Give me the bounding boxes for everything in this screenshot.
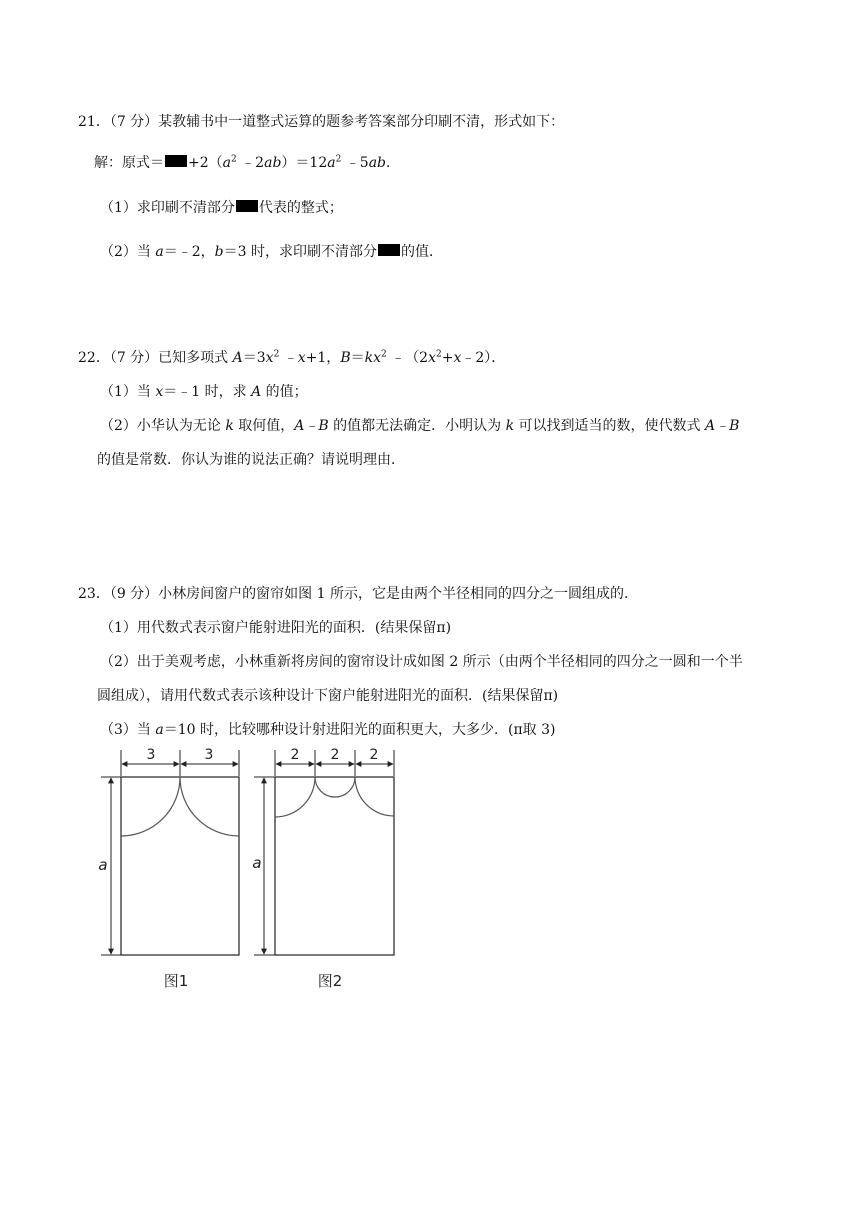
fig1-dim-2: 3 bbox=[204, 747, 214, 763]
fig1-quarter-arc-left bbox=[121, 777, 180, 836]
q23-part1: （1）用代数式表示窗户能射进阳光的面积．(结果保留π) bbox=[100, 620, 452, 636]
fig2-dim-1: 2 bbox=[290, 747, 300, 763]
figure-2 bbox=[252, 747, 394, 990]
q23-header: 23．（9 分）小林房间窗户的窗帘如图 1 所示，它是由两个半径相同的四分之一圆组成的． bbox=[78, 586, 638, 602]
q23-part2-line1: （2）出于美观考虑，小林重新将房间的窗帘设计成如图 2 所示（由两个半径相同的四分之一圆和一个半 bbox=[100, 654, 743, 670]
fig2-window bbox=[275, 777, 394, 955]
smudged-block bbox=[378, 244, 400, 256]
fig2-dim-2: 2 bbox=[330, 747, 340, 763]
fig2-height-label: a bbox=[252, 854, 262, 872]
fig1-caption: 图1 bbox=[163, 972, 189, 990]
q22-part2-line2: 的值是常数．你认为谁的说法正确？请说明理由． bbox=[97, 452, 405, 468]
fig2-quarter-arc-left bbox=[275, 777, 315, 817]
q21-header: 21．（7 分）某教辅书中一道整式运算的题参考答案部分印刷不清，形式如下： bbox=[78, 114, 565, 130]
fig2-caption: 图2 bbox=[317, 972, 343, 990]
curtain-figures bbox=[0, 740, 860, 1000]
figure-1 bbox=[98, 747, 239, 990]
q23-part3: （3）当 a＝10 时，比较哪种设计射进阳光的面积更大，大多少．(π取 3) bbox=[100, 722, 556, 738]
q22-part1: （1）当 x＝﹣1 时，求 A 的值； bbox=[100, 384, 308, 400]
fig2-dim-3: 2 bbox=[369, 747, 379, 763]
fig1-height-label: a bbox=[98, 856, 108, 874]
q21-solution: 解：原式＝ $+2(a^2$ $﹣2ab)=12a^2$ ﹣5ab． bbox=[94, 154, 400, 171]
q23-part2-line2: 圆组成），请用代数式表示该种设计下窗户能射进阳光的面积．(结果保留π) bbox=[97, 688, 559, 704]
q22-part2-line1: （2）小华认为无论 k 取何值，A﹣B 的值都无法确定．小明认为 k 可以找到适当的数，使代数式 A﹣B bbox=[100, 418, 740, 434]
fig1-quarter-arc-right bbox=[180, 777, 239, 836]
smudged-block bbox=[165, 155, 187, 167]
q21-part1: （1）求印刷不清部分 代表的整式； bbox=[100, 200, 343, 216]
fig1-window bbox=[121, 777, 239, 955]
fig2-quarter-arc-right bbox=[355, 777, 394, 816]
q22-header: 22．（7 分）已知多项式 $A=3x^2$ ﹣x+1，$B=kx^2$ $﹣(2x^2+x﹣2)$． bbox=[78, 349, 506, 366]
fig2-semicircle-arc bbox=[315, 777, 355, 797]
q21-part2: （2）当 a＝﹣2，b＝3 时，求印刷不清部分 的值． bbox=[100, 244, 443, 260]
fig1-dim-1: 3 bbox=[146, 747, 156, 763]
smudged-block bbox=[236, 200, 258, 212]
